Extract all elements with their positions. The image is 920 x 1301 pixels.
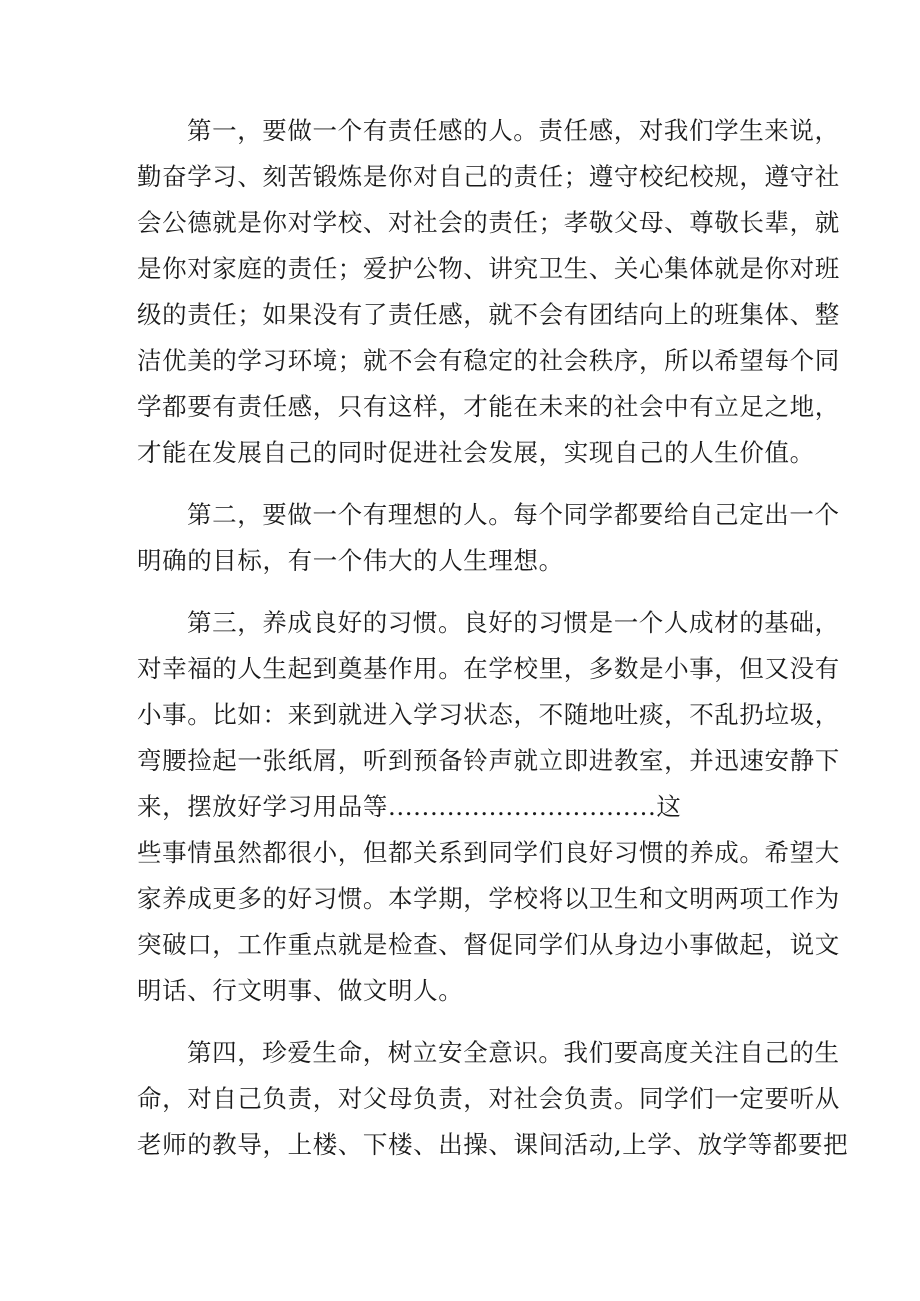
text-line: 弯腰捡起一张纸屑，听到预备铃声就立即进教室，并迅速安静下 bbox=[137, 746, 840, 775]
text-line: 会公德就是你对学校、对社会的责任；孝敬父母、尊敬长辈，就 bbox=[137, 208, 840, 237]
text-line: 才能在发展自己的同时促进社会发展，实现自己的人生价值。 bbox=[137, 438, 815, 467]
paragraph-gap bbox=[137, 584, 797, 600]
text-line: 洁优美的学习环境；就不会有稳定的社会秩序，所以希望每个同 bbox=[137, 346, 840, 375]
paragraph-3 bbox=[137, 600, 840, 1014]
paragraph-1 bbox=[137, 108, 840, 476]
text-line: 家养成更多的好习惯。本学期，学校将以卫生和文明两项工作为 bbox=[137, 884, 840, 913]
text-line: 命，对自己负责，对父母负责，对社会负责。同学们一定要听从 bbox=[137, 1084, 840, 1113]
text-line: 些事情虽然都很小，但都关系到同学们良好习惯的养成。希望大 bbox=[137, 838, 840, 867]
paragraph-gap bbox=[137, 1014, 797, 1030]
paragraph-4 bbox=[137, 1030, 849, 1168]
text-line: 是你对家庭的责任；爱护公物、讲究卫生、关心集体就是你对班 bbox=[137, 254, 840, 283]
paragraph-2 bbox=[137, 492, 840, 584]
paragraph-gap bbox=[137, 476, 797, 492]
text-line: 学都要有责任感，只有这样，才能在未来的社会中有立足之地， bbox=[137, 392, 840, 421]
text-line: 第四，珍爱生命，树立安全意识。我们要高度关注自己的生 bbox=[187, 1038, 840, 1067]
text-line: 对幸福的人生起到奠基作用。在学校里，多数是小事，但又没有 bbox=[137, 654, 840, 683]
document-body bbox=[137, 108, 849, 1168]
text-line: 小事。比如：来到就进入学习状态，不随地吐痰，不乱扔垃圾， bbox=[137, 700, 840, 729]
text-line: 来，摆放好学习用品等................................这 bbox=[137, 792, 682, 821]
text-line: 级的责任；如果没有了责任感，就不会有团结向上的班集体、整 bbox=[137, 300, 840, 329]
text-line: 勤奋学习、刻苦锻炼是你对自己的责任；遵守校纪校规，遵守社 bbox=[137, 162, 840, 191]
text-line: 突破口，工作重点就是检查、督促同学们从身边小事做起，说文 bbox=[137, 930, 840, 959]
text-line: 第二，要做一个有理想的人。每个同学都要给自己定出一个 bbox=[187, 500, 840, 529]
text-line: 第三，养成良好的习惯。良好的习惯是一个人成材的基础， bbox=[187, 608, 840, 637]
text-line: 第一，要做一个有责任感的人。责任感，对我们学生来说， bbox=[187, 116, 840, 145]
text-line: 明确的目标，有一个伟大的人生理想。 bbox=[137, 546, 564, 575]
text-line: 老师的教导，上楼、下楼、出操、课间活动,上学、放学等都要把 bbox=[137, 1130, 849, 1159]
text-line: 明话、行文明事、做文明人。 bbox=[137, 976, 464, 1005]
